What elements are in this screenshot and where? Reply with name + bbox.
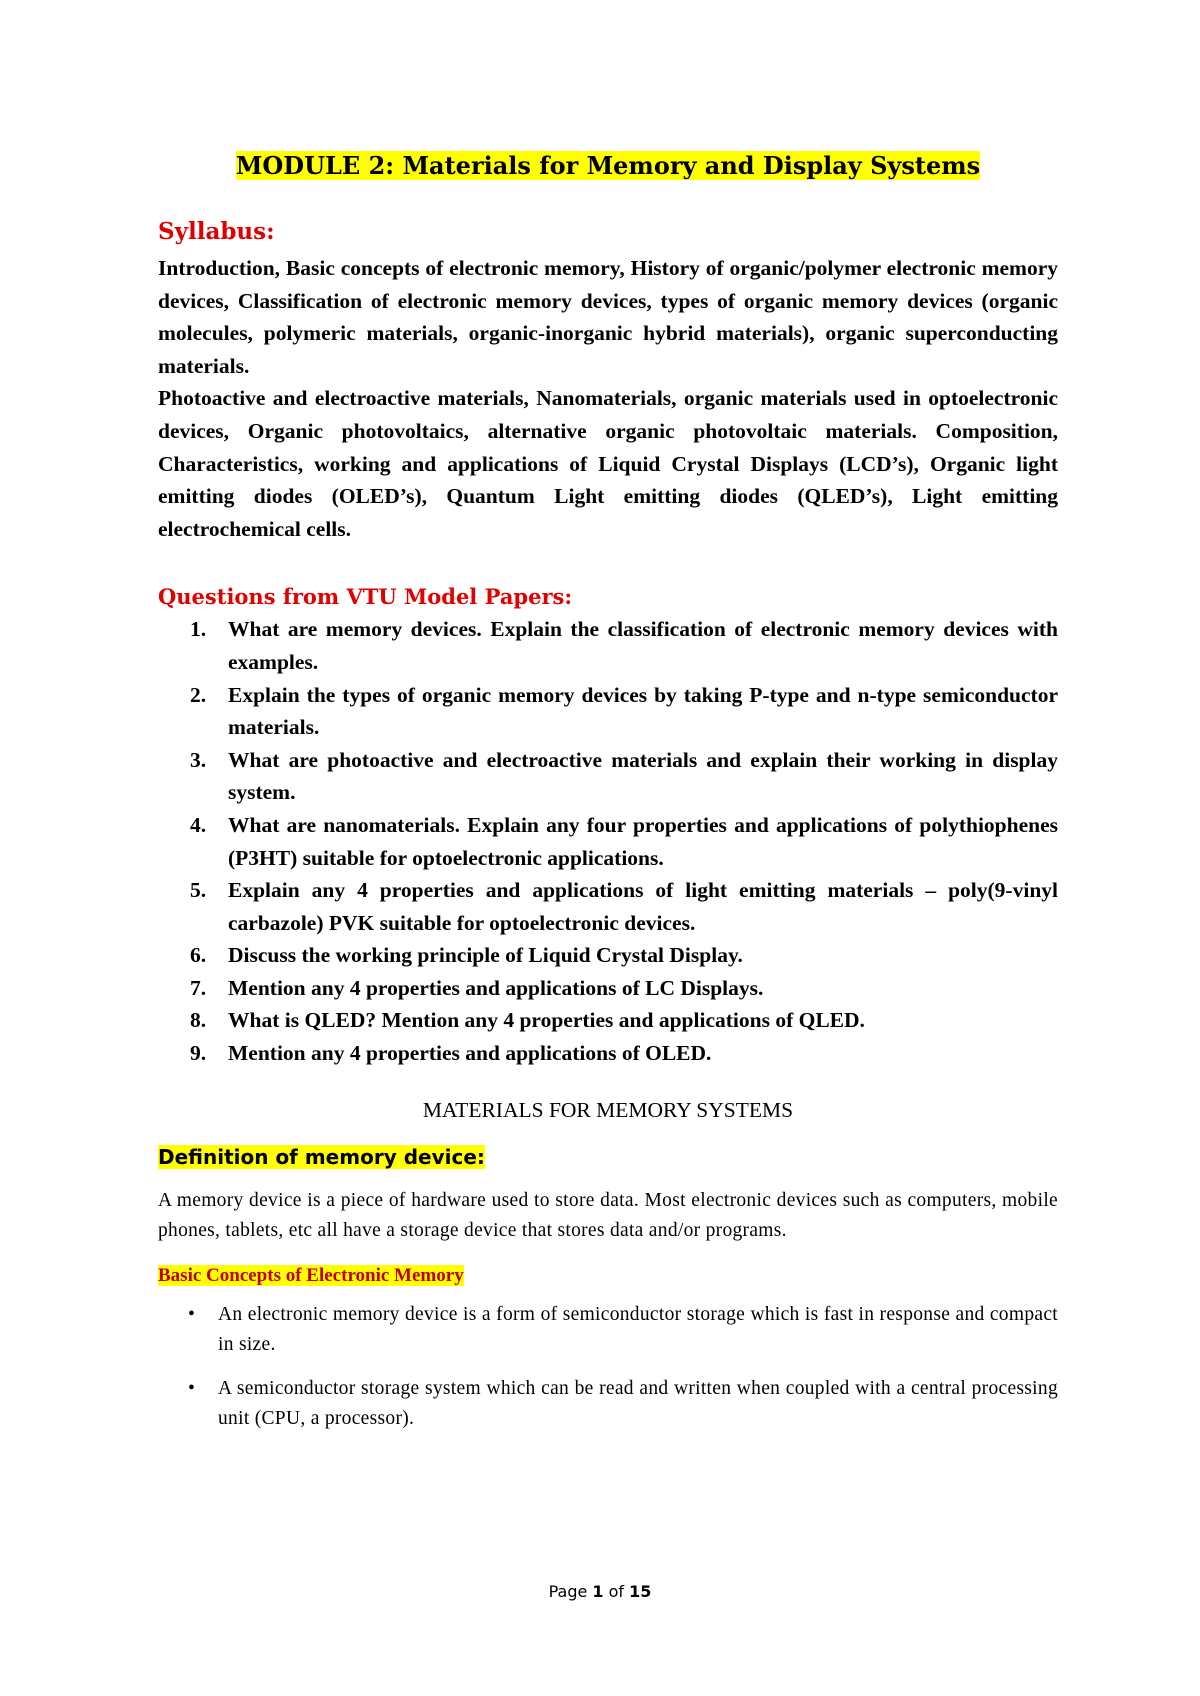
question-item [158, 939, 1058, 972]
footer-prefix: Page [548, 1582, 593, 1601]
question-item [158, 874, 1058, 939]
list-item-text: An electronic memory device is a form of semiconductor storage which is fast in response and compact in size. [218, 1303, 1058, 1355]
questions-heading: Questions from VTU Model Papers: [158, 584, 573, 610]
list-item [158, 1300, 1058, 1360]
page-content [158, 146, 1058, 1448]
question-text: What is QLED? Mention any 4 properties and applications of QLED. [228, 1008, 865, 1033]
footer-middle: of [603, 1582, 630, 1601]
question-item [158, 679, 1058, 744]
question-item [158, 1037, 1058, 1070]
questions-list [158, 613, 1058, 1069]
page-footer [0, 1582, 1200, 1601]
question-text: Explain the types of organic memory devices by taking P-type and n-type semiconductor materials. [228, 682, 1058, 740]
question-number: 2. [190, 682, 207, 707]
question-number: 3. [190, 747, 207, 772]
section-title: MATERIALS FOR MEMORY SYSTEMS [422, 1097, 794, 1122]
question-number: 4. [190, 812, 207, 837]
question-item [158, 1004, 1058, 1037]
question-text: Mention any 4 properties and applications of OLED. [228, 1041, 712, 1066]
question-item [158, 744, 1058, 809]
question-number: 8. [190, 1008, 207, 1033]
question-number: 1. [190, 617, 207, 642]
definition-heading-text: Definition of memory device: [158, 1144, 485, 1169]
question-text: Discuss the working principle of Liquid Crystal Display. [228, 943, 743, 968]
bullet-icon: • [188, 1303, 196, 1325]
module-title-text: MODULE 2: Materials for Memory and Display Systems [235, 151, 981, 180]
syllabus-heading: Syllabus: [158, 218, 275, 245]
basic-concepts-heading-text: Basic Concepts of Electronic Memory [158, 1264, 464, 1286]
syllabus-paragraph-2: Photoactive and electroactive materials, Nanomaterials, organic materials used in optoelectronic devices, Organic photovoltaics, alternative organic photovoltaic materials. Composition, Characteristics, working and applications of Liquid Crystal Displays (LCD’s), Organic light emitting diodes (OLED’s), Quantum Light emitting diodes (QLED’s), Light emitting electrochemical cells. [158, 386, 1058, 541]
question-number: 7. [190, 975, 207, 1000]
question-text: What are nanomaterials. Explain any four properties and applications of polythiophenes (P3HT) suitable for optoelectronic applications. [228, 812, 1058, 870]
question-item [158, 972, 1058, 1005]
basic-concepts-heading [158, 1262, 1058, 1290]
question-text: What are photoactive and electroactive materials and explain their working in display system. [228, 747, 1058, 805]
list-item-text: A semiconductor storage system which can be read and written when coupled with a central processing unit (CPU, a processor). [218, 1377, 1058, 1429]
syllabus-paragraph-1: Introduction, Basic concepts of electronic memory, History of organic/polymer electronic memory devices, Classification of electronic memory devices, types of organic memory devices (organic molecules, polymeric materials, organic-inorganic hybrid materials), organic superconducting materials. [158, 256, 1058, 378]
basic-concepts-list [158, 1300, 1058, 1434]
question-text: Mention any 4 properties and applications of LC Displays. [228, 975, 764, 1000]
question-item [158, 809, 1058, 874]
question-text: Explain any 4 properties and applications of light emitting materials – poly(9-vinyl carbazole) PVK suitable for optoelectronic devices. [228, 878, 1058, 935]
question-text: What are memory devices. Explain the classification of electronic memory devices with examples. [228, 617, 1058, 674]
bullet-icon: • [188, 1377, 196, 1399]
question-number: 9. [190, 1041, 207, 1066]
question-item [158, 613, 1058, 678]
question-number: 5. [190, 878, 207, 903]
definition-heading [158, 1142, 1058, 1172]
module-title [158, 146, 1058, 186]
definition-text: A memory device is a piece of hardware used to store data. Most electronic devices such as computers, mobile phones, tablets, etc all have a storage device that stores data and/or programs. [158, 1189, 1058, 1241]
question-number: 6. [190, 943, 207, 968]
footer-current-page: 1 [592, 1582, 604, 1601]
footer-total-pages: 15 [629, 1582, 652, 1601]
list-item [158, 1374, 1058, 1434]
